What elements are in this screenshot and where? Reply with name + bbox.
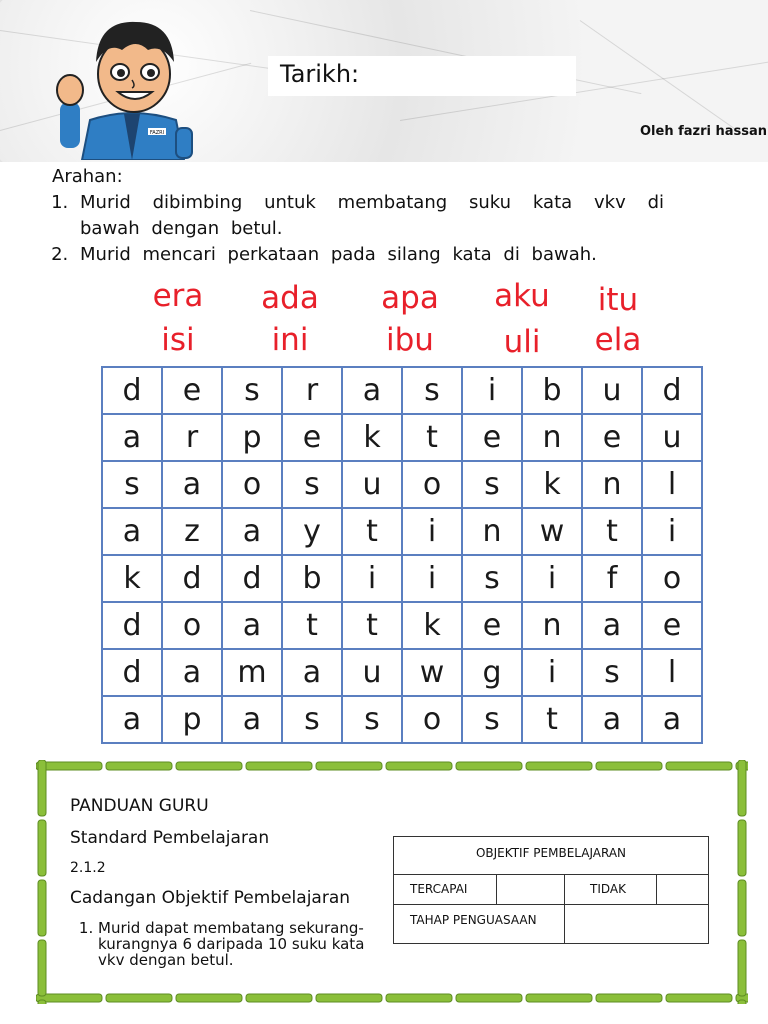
grid-cell[interactable]: s xyxy=(462,461,522,508)
mascot-waving-hand xyxy=(57,75,83,105)
bamboo-segment xyxy=(596,762,662,770)
grid-cell[interactable]: r xyxy=(282,367,342,414)
grid-cell[interactable]: i xyxy=(342,555,402,602)
grid-cell[interactable]: u xyxy=(582,367,642,414)
bamboo-segment xyxy=(596,994,662,1002)
word-bank xyxy=(100,278,700,364)
grid-cell[interactable]: a xyxy=(642,696,702,743)
grid-row xyxy=(102,649,702,696)
grid-cell[interactable]: e xyxy=(582,414,642,461)
grid-cell[interactable]: t xyxy=(342,602,402,649)
bamboo-segment xyxy=(38,1000,46,1004)
bamboo-segment xyxy=(38,760,46,816)
grid-cell[interactable]: i xyxy=(522,555,582,602)
grid-cell[interactable]: s xyxy=(102,461,162,508)
bamboo-segment xyxy=(456,994,522,1002)
bamboo-segment xyxy=(246,762,312,770)
grid-cell[interactable]: a xyxy=(102,414,162,461)
word-bank-word: ela xyxy=(594,322,642,358)
grid-cell[interactable]: o xyxy=(162,602,222,649)
grid-cell[interactable]: p xyxy=(222,414,282,461)
grid-cell[interactable]: k xyxy=(342,414,402,461)
grid-cell[interactable]: s xyxy=(462,696,522,743)
grid-cell[interactable]: s xyxy=(402,367,462,414)
grid-cell[interactable]: k xyxy=(402,602,462,649)
grid-cell[interactable]: s xyxy=(582,649,642,696)
grid-cell[interactable]: s xyxy=(282,696,342,743)
bamboo-segment xyxy=(526,762,592,770)
grid-cell[interactable]: t xyxy=(282,602,342,649)
grid-cell[interactable]: s xyxy=(342,696,402,743)
bamboo-segment xyxy=(738,880,746,936)
mascot-raised-arm xyxy=(60,102,80,148)
grid-row xyxy=(102,602,702,649)
grid-cell[interactable]: l xyxy=(642,461,702,508)
grid-cell[interactable]: a xyxy=(582,602,642,649)
bamboo-segment xyxy=(176,762,242,770)
grid-row xyxy=(102,508,702,555)
mastery-label: TAHAP PENGUASAAN xyxy=(410,913,537,927)
grid-cell[interactable]: t xyxy=(342,508,402,555)
grid-cell[interactable]: e xyxy=(642,602,702,649)
grid-cell[interactable]: f xyxy=(582,555,642,602)
mascot-right-pupil xyxy=(147,69,155,77)
bamboo-segment xyxy=(456,762,522,770)
grid-cell[interactable]: e xyxy=(162,367,222,414)
grid-row xyxy=(102,414,702,461)
grid-cell[interactable]: o xyxy=(402,696,462,743)
bamboo-segment xyxy=(246,994,312,1002)
grid-cell[interactable]: u xyxy=(642,414,702,461)
grid-cell[interactable]: s xyxy=(462,555,522,602)
achieved-checkbox[interactable] xyxy=(498,875,563,903)
grid-cell[interactable]: d xyxy=(642,367,702,414)
grid-cell[interactable]: a xyxy=(162,461,222,508)
grid-cell[interactable]: k xyxy=(102,555,162,602)
grid-cell[interactable]: i xyxy=(522,649,582,696)
grid-cell[interactable]: t xyxy=(582,508,642,555)
bamboo-segment xyxy=(106,994,172,1002)
grid-cell[interactable]: k xyxy=(522,461,582,508)
bamboo-segment xyxy=(386,994,452,1002)
grid-cell[interactable]: a xyxy=(222,602,282,649)
grid-cell[interactable]: m xyxy=(222,649,282,696)
bamboo-segment xyxy=(738,1000,746,1004)
bamboo-segment xyxy=(38,940,46,996)
grid-cell[interactable]: n xyxy=(522,414,582,461)
bamboo-segment xyxy=(38,880,46,936)
teacher-guide-title: PANDUAN GURU xyxy=(70,796,209,816)
author-credit: Oleh fazri hassan xyxy=(640,124,768,139)
grid-cell[interactable]: e xyxy=(462,602,522,649)
grid-cell[interactable]: s xyxy=(222,367,282,414)
grid-cell[interactable]: i xyxy=(462,367,522,414)
bamboo-segment xyxy=(666,994,732,1002)
bamboo-segment xyxy=(666,762,732,770)
bamboo-segment xyxy=(106,762,172,770)
grid-cell[interactable]: t xyxy=(402,414,462,461)
grid-cell[interactable]: s xyxy=(282,461,342,508)
bamboo-segment xyxy=(526,994,592,1002)
grid-cell[interactable]: b xyxy=(522,367,582,414)
word-bank-word: aku xyxy=(494,278,550,314)
word-bank-word: isi xyxy=(161,322,195,358)
grid-cell[interactable]: e xyxy=(282,414,342,461)
grid-cell[interactable]: e xyxy=(462,414,522,461)
mascot-left-pupil xyxy=(117,69,125,77)
objective-table xyxy=(393,836,709,944)
bamboo-segment xyxy=(316,994,382,1002)
grid-cell[interactable]: u xyxy=(342,649,402,696)
word-bank-word: uli xyxy=(503,324,541,360)
word-bank-word: apa xyxy=(381,280,439,316)
objective-list xyxy=(70,920,390,968)
grid-row xyxy=(102,555,702,602)
grid-cell[interactable]: b xyxy=(282,555,342,602)
mascot-arm xyxy=(176,128,192,158)
bamboo-segment xyxy=(738,820,746,876)
bamboo-segment xyxy=(738,760,746,816)
grid-cell[interactable]: a xyxy=(102,696,162,743)
grid-cell[interactable]: a xyxy=(582,696,642,743)
bamboo-segment xyxy=(386,762,452,770)
teacher-guide xyxy=(70,796,390,968)
mastery-field[interactable] xyxy=(566,905,706,943)
grid-cell[interactable]: d xyxy=(102,602,162,649)
word-bank-word: era xyxy=(152,278,204,314)
grid-cell[interactable]: a xyxy=(282,649,342,696)
instructions-section xyxy=(52,164,664,268)
grid-row xyxy=(102,696,702,743)
grid-cell[interactable]: t xyxy=(522,696,582,743)
grid-row xyxy=(102,367,702,414)
grid-cell[interactable]: i xyxy=(402,508,462,555)
grid-cell[interactable]: l xyxy=(642,649,702,696)
grid-cell[interactable]: i xyxy=(402,555,462,602)
grid-cell[interactable]: o xyxy=(402,461,462,508)
grid-cell[interactable]: d xyxy=(102,367,162,414)
grid-cell[interactable]: a xyxy=(222,696,282,743)
teacher-mascot-illustration xyxy=(52,10,212,160)
grid-cell[interactable]: u xyxy=(342,461,402,508)
word-bank-word: ini xyxy=(271,322,309,358)
bamboo-segment xyxy=(316,762,382,770)
bamboo-segment xyxy=(38,820,46,876)
not-achieved-checkbox[interactable] xyxy=(658,875,706,903)
grid-cell[interactable]: p xyxy=(162,696,222,743)
grid-cell[interactable]: d xyxy=(162,555,222,602)
instructions-list xyxy=(52,190,664,268)
instruction-item: 1. Murid dibimbing untuk membatang suku kata vkv di bawah dengan betul. xyxy=(80,190,664,242)
grid-cell[interactable]: a xyxy=(102,508,162,555)
grid-cell[interactable]: n xyxy=(462,508,522,555)
not-achieved-label: TIDAK xyxy=(590,882,626,896)
grid-row xyxy=(102,461,702,508)
word-bank-word: ada xyxy=(261,280,319,316)
grid-cell[interactable]: a xyxy=(162,649,222,696)
standard-code: 2.1.2 xyxy=(70,860,106,876)
grid-cell[interactable]: y xyxy=(282,508,342,555)
grid-cell[interactable]: w xyxy=(402,649,462,696)
grid-cell[interactable]: i xyxy=(642,508,702,555)
grid-cell[interactable]: w xyxy=(522,508,582,555)
grid-cell[interactable]: n xyxy=(582,461,642,508)
date-field[interactable] xyxy=(268,56,576,96)
objective-label: Cadangan Objektif Pembelajaran xyxy=(70,888,351,908)
grid-cell[interactable]: z xyxy=(162,508,222,555)
objective-table-header: OBJEKTIF PEMBELAJARAN xyxy=(475,846,627,860)
grid-cell[interactable]: o xyxy=(642,555,702,602)
word-search-grid xyxy=(101,366,703,744)
grid-cell[interactable]: r xyxy=(162,414,222,461)
instructions-title: Arahan: xyxy=(52,166,123,187)
word-bank-word: ibu xyxy=(386,322,434,358)
grid-cell[interactable]: d xyxy=(222,555,282,602)
bamboo-segment xyxy=(738,940,746,996)
grid-cell[interactable]: o xyxy=(222,461,282,508)
date-label: Tarikh: xyxy=(280,60,360,88)
bamboo-segment xyxy=(176,994,242,1002)
objective-item: 1. Murid dapat membatang sekurang-kurangnya 6 daripada 10 suku kata vkv dengan betul. xyxy=(98,920,390,968)
grid-cell[interactable]: d xyxy=(102,649,162,696)
grid-cell[interactable]: n xyxy=(522,602,582,649)
mascot-badge-text: FAZRI xyxy=(149,130,165,136)
grid-cell[interactable]: g xyxy=(462,649,522,696)
standard-label: Standard Pembelajaran xyxy=(70,828,270,848)
instruction-item: 2. Murid mencari perkataan pada silang kata di bawah. xyxy=(80,242,664,268)
grid-cell[interactable]: a xyxy=(222,508,282,555)
achieved-label: TERCAPAI xyxy=(410,882,468,896)
word-bank-word: itu xyxy=(597,282,639,318)
grid-cell[interactable]: a xyxy=(342,367,402,414)
